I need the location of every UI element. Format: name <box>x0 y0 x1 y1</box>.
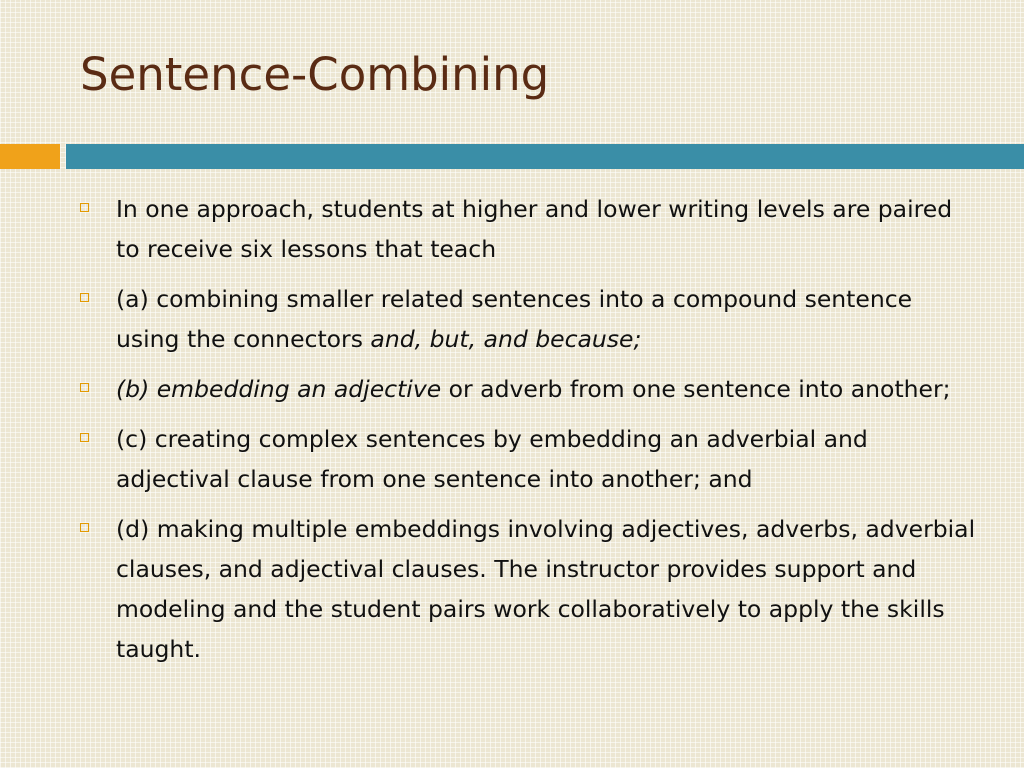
square-bullet-icon <box>80 203 89 212</box>
bullet-item-a <box>80 279 980 359</box>
bullet-list <box>80 189 980 679</box>
orange-accent-bar <box>0 144 60 169</box>
bullet-text: (c) creating complex sentences by embedding an adverbial and adjectival clause from one sentence into another; and <box>116 425 868 493</box>
bullet-italic-lead: (b) embedding an adjective <box>116 375 442 403</box>
bullet-item-b <box>80 369 980 409</box>
slide-title: Sentence-Combining <box>80 48 550 101</box>
square-bullet-icon <box>80 383 89 392</box>
bullet-text: (d) making multiple embeddings involving adjectives, adverbs, adverbial clauses, and adjectival clauses. The instructor provides support and modeling and the student pairs work collaboratively to apply the skills taught. <box>116 515 976 663</box>
bullet-text: In one approach, students at higher and lower writing levels are paired to receive six lessons that teach <box>116 195 953 263</box>
bullet-item-c <box>80 419 980 499</box>
square-bullet-icon <box>80 433 89 442</box>
square-bullet-icon <box>80 293 89 302</box>
bullet-item-intro <box>80 189 980 269</box>
square-bullet-icon <box>80 523 89 532</box>
bullet-item-d <box>80 509 980 669</box>
teal-divider-bar <box>66 144 1024 169</box>
bullet-italic-connectors: and, but, and because; <box>370 325 642 353</box>
bullet-text: or adverb from one sentence into another; <box>441 375 951 403</box>
bullet-text: (a) combining smaller related sentences into a compound sentence using the connectors <box>116 285 913 353</box>
